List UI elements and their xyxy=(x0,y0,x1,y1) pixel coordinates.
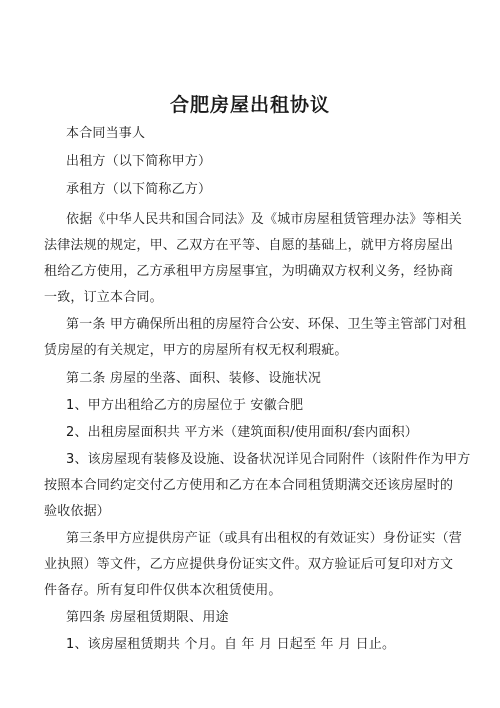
paragraph-line: 依据《中华人民共和国合同法》及《城市房屋租赁管理办法》等相关 xyxy=(66,212,463,227)
article-2-heading: 第二条 房屋的坐落、面积、装修、设施状况 xyxy=(66,371,322,386)
article-2-item: 1、甲方出租给乙方的房屋位于 安徽合肥 xyxy=(66,398,304,413)
lessee-line: 承租方（以下简称乙方） xyxy=(66,182,212,197)
paragraph-line: 法律法规的规定，甲、乙双方在平等、自愿的基础上，就甲方将房屋出 xyxy=(44,238,454,253)
article-1-line: 赁房屋的有关规定，甲方的房屋所有权无权利瑕疵。 xyxy=(44,343,348,358)
parties-heading: 本合同当事人 xyxy=(66,126,146,141)
article-2-item: 2、出租房屋面积共 平方米（建筑面积/使用面积/套内面积） xyxy=(66,425,418,440)
article-2-item: 按照本合同约定交付乙方使用和乙方在本合同租赁期满交还该房屋时的 xyxy=(44,478,454,493)
article-3-line: 件备存。所有复印件仅供本次租赁使用。 xyxy=(44,583,282,598)
article-1-line: 第一条 甲方确保所出租的房屋符合公安、环保、卫生等主管部门对租 xyxy=(66,317,467,332)
paragraph-line: 一致，订立本合同。 xyxy=(44,290,163,305)
article-2-item: 3、该房屋现有装修及设施、设备状况详见合同附件（该附件作为甲方 xyxy=(66,452,471,467)
article-3-line: 第三条甲方应提供房产证（或具有出租权的有效证实）身份证实（营 xyxy=(66,531,463,546)
article-3-line: 业执照）等文件，乙方应提供身份证实文件。双方验证后可复印对方文 xyxy=(44,557,454,572)
document-title: 合肥房屋出租协议 xyxy=(169,94,330,116)
paragraph-line: 租给乙方使用，乙方承租甲方房屋事宜，为明确双方权利义务，经协商 xyxy=(44,264,454,279)
lessor-line: 出租方（以下简称甲方） xyxy=(66,154,212,169)
article-4-item: 1、该房屋租赁期共 个月。自 年 月 日起至 年 月 日止。 xyxy=(66,637,396,652)
article-2-item: 验收依据） xyxy=(44,504,111,519)
article-4-heading: 第四条 房屋租赁期限、用途 xyxy=(66,610,229,625)
